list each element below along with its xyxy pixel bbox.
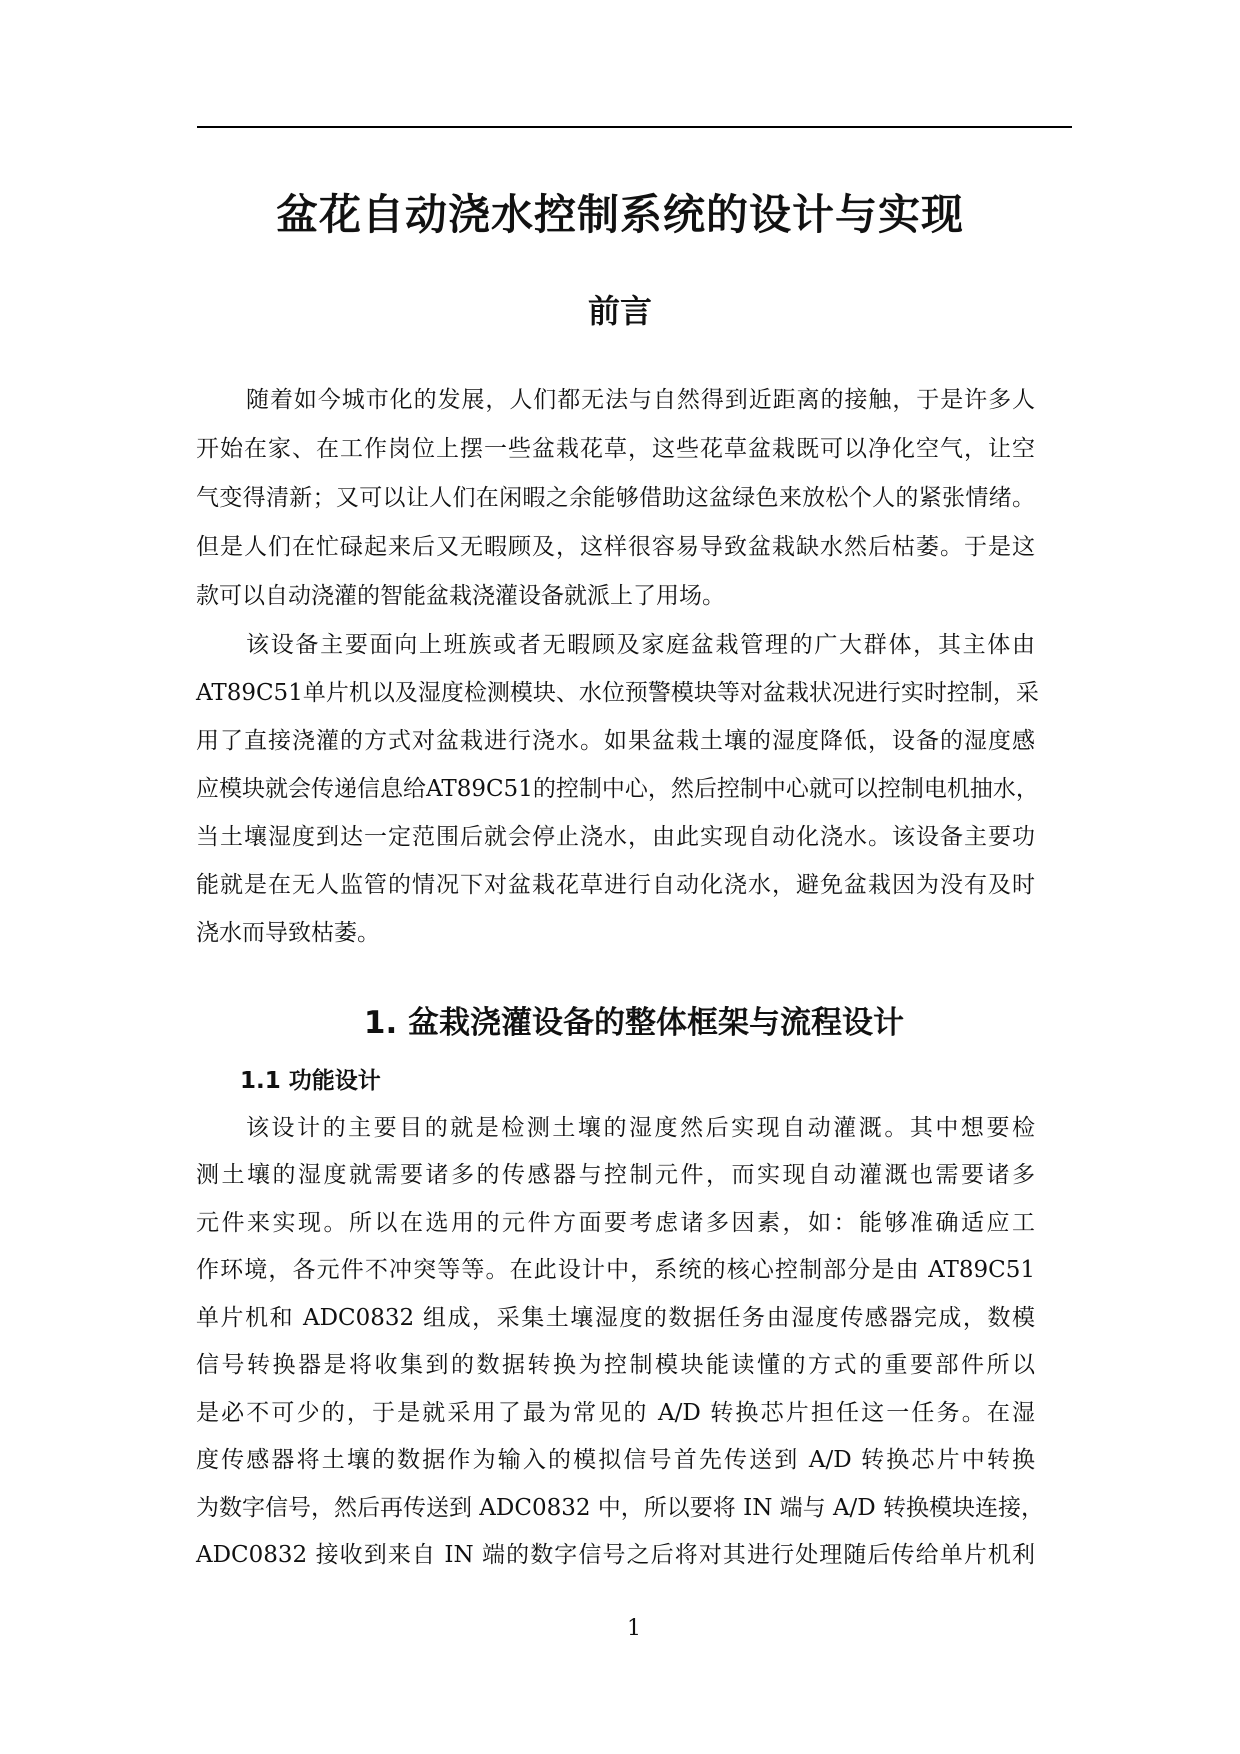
text-line: 作环境，各元件不冲突等等。在此设计中，系统的核心控制部分是由 AT89C51 xyxy=(196,1257,1035,1283)
text-line: AT89C51单片机以及湿度检测模块、水位预警模块等对盆栽状况进行实时控制，采 xyxy=(196,680,1039,706)
text-line: 单片机和 ADC0832 组成，采集土壤湿度的数据任务由湿度传感器完成，数模 xyxy=(196,1305,1035,1331)
text-line: 度传感器将土壤的数据作为输入的模拟信号首先传送到 A/D 转换芯片中转换 xyxy=(196,1447,1035,1473)
preface-heading: 前言 xyxy=(587,292,652,330)
text-line: 随着如今城市化的发展，人们都无法与自然得到近距离的接触，于是许多人 xyxy=(246,387,1035,413)
text-line: ADC0832 接收到来自 IN 端的数字信号之后将对其进行处理随后传给单片机利 xyxy=(196,1542,1035,1568)
section-heading: 1. 盆栽浇灌设备的整体框架与流程设计 xyxy=(363,1005,905,1041)
text-line: 应模块就会传递信息给AT89C51的控制中心，然后控制中心就可以控制电机抽水， xyxy=(196,776,1039,802)
text-line: 元件来实现。所以在选用的元件方面要考虑诸多因素，如：能够准确适应工 xyxy=(196,1210,1035,1236)
text-line: 信号转换器是将收集到的数据转换为控制模块能读懂的方式的重要部件所以 xyxy=(196,1352,1035,1378)
document-title: 盆花自动浇水控制系统的设计与实现 xyxy=(275,190,964,239)
text-line: 该设计的主要目的就是检测土壤的湿度然后实现自动灌溉。其中想要检 xyxy=(246,1115,1035,1141)
subsection-heading: 1.1 功能设计 xyxy=(240,1068,381,1094)
text-line: 测土壤的湿度就需要诸多的传感器与控制元件，而实现自动灌溉也需要诸多 xyxy=(196,1162,1035,1188)
text-line: 该设备主要面向上班族或者无暇顾及家庭盆栽管理的广大群体，其主体由 xyxy=(246,632,1035,658)
text-line: 用了直接浇灌的方式对盆栽进行浇水。如果盆栽土壤的湿度降低，设备的湿度感 xyxy=(196,728,1035,754)
text-line: 浇水而导致枯萎。 xyxy=(196,920,380,946)
page-number: 1 xyxy=(627,1616,641,1641)
text-line: 是必不可少的，于是就采用了最为常见的 A/D 转换芯片担任这一任务。在湿 xyxy=(196,1400,1035,1426)
text-line: 但是人们在忙碌起来后又无暇顾及，这样很容易导致盆栽缺水然后枯萎。于是这 xyxy=(196,534,1035,560)
text-line: 款可以自动浇灌的智能盆栽浇灌设备就派上了用场。 xyxy=(196,583,725,609)
text-line: 能就是在无人监管的情况下对盆栽花草进行自动化浇水，避免盆栽因为没有及时 xyxy=(196,872,1035,898)
text-line: 当土壤湿度到达一定范围后就会停止浇水，由此实现自动化浇水。该设备主要功 xyxy=(196,824,1035,850)
text-line: 开始在家、在工作岗位上摆一些盆栽花草，这些花草盆栽既可以净化空气，让空 xyxy=(196,436,1035,462)
header-rule xyxy=(197,126,1072,128)
text-line: 气变得清新；又可以让人们在闲暇之余能够借助这盆绿色来放松个人的紧张情绪。 xyxy=(196,485,1035,511)
text-line: 为数字信号，然后再传送到 ADC0832 中，所以要将 IN 端与 A/D 转换模块连接， xyxy=(196,1495,1045,1521)
